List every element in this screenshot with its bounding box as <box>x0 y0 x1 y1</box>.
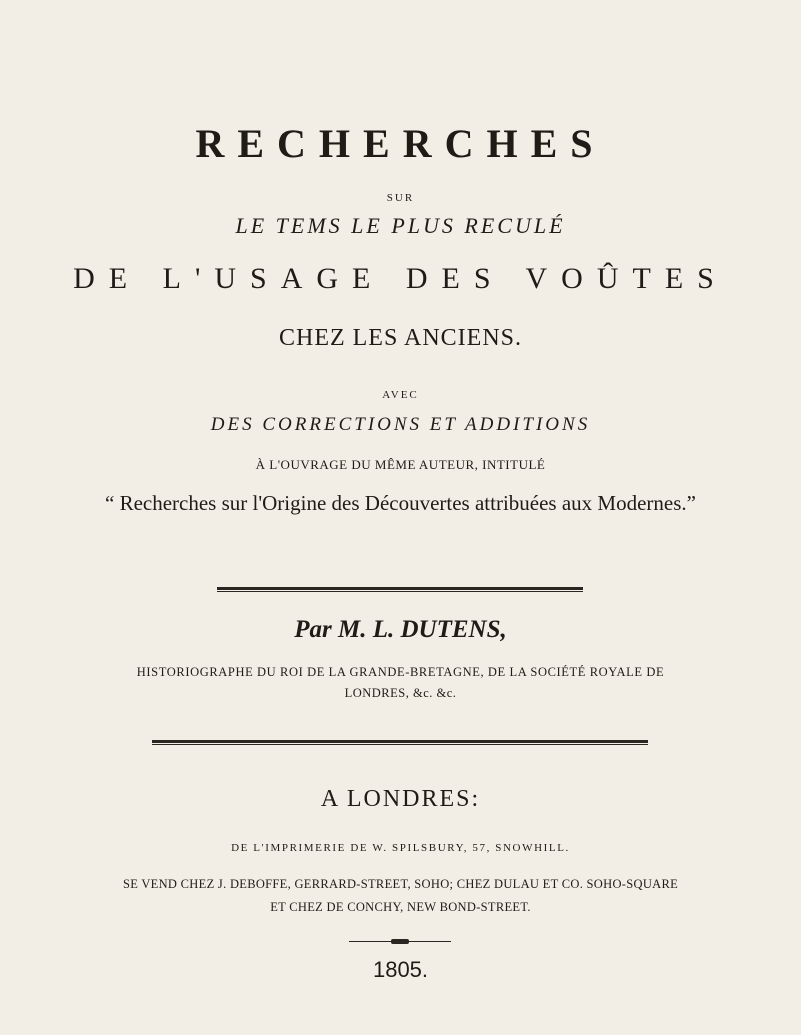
main-title: RECHERCHES <box>195 121 606 166</box>
affiliation-line-1: HISTORIOGRAPHE DU ROI DE LA GRANDE-BRETAGNE, DE LA SOCIÉTÉ ROYALE DE <box>136 665 665 679</box>
quoted-title: “ Recherches sur l'Origine des Découvertes attribuées aux Modernes.” <box>105 491 696 515</box>
ornament-center <box>391 939 409 944</box>
affiliation-line-2: LONDRES, &c. &c. <box>344 686 457 700</box>
ouvrage-line: À L'OUVRAGE DU MÊME AUTEUR, INTITULÉ <box>255 457 546 472</box>
sold-by-line-1: SE VEND CHEZ J. DEBOFFE, GERRARD-STREET, SOHO; CHEZ DULAU ET CO. SOHO-SQUARE <box>122 877 679 891</box>
chez-anciens-line: CHEZ LES ANCIENS. <box>278 325 522 351</box>
imprint-place: A LONDRES: <box>320 786 481 812</box>
divider-rule <box>217 587 583 592</box>
corrections-line: DES CORRECTIONS ET ADDITIONS <box>210 414 591 435</box>
ornament-rule <box>349 939 451 945</box>
printer-line: DE L'IMPRIMERIE DE W. SPILSBURY, 57, SNOWHILL. <box>231 842 570 854</box>
divider-rule <box>152 740 648 745</box>
subtitle-italic: LE TEMS LE PLUS RECULÉ <box>235 213 566 238</box>
sold-by-line-2: ET CHEZ DE CONCHY, NEW BOND-STREET. <box>270 900 531 914</box>
sur-label: SUR <box>386 192 415 204</box>
avec-label: AVEC <box>382 389 419 401</box>
publication-year: 1805. <box>372 957 429 982</box>
usage-line: DE L'USAGE DES VOÛTES <box>73 262 728 295</box>
author-line: Par M. L. DUTENS, <box>294 616 507 643</box>
